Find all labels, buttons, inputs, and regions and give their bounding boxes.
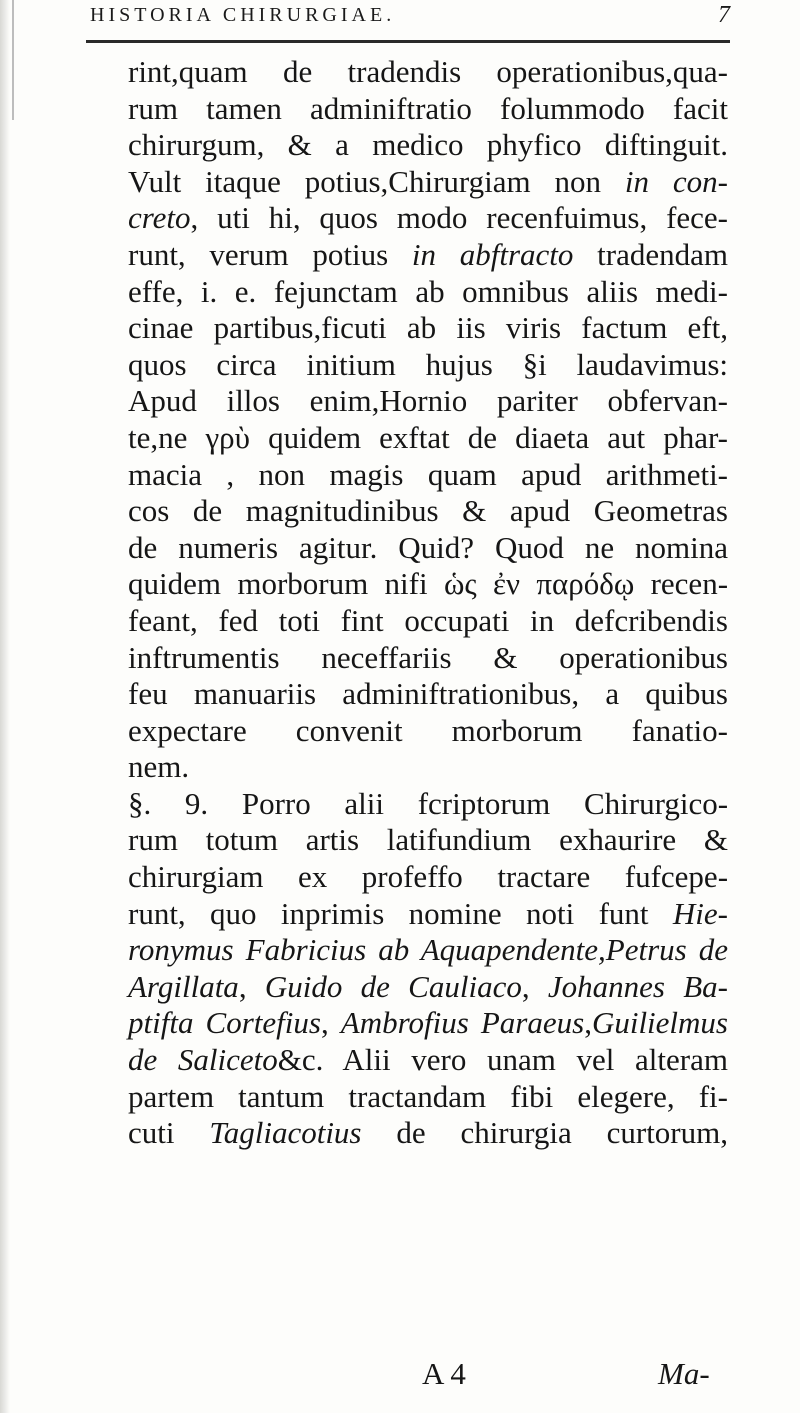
text-run: rum tamen adminiftratio folummodo facit [128, 90, 728, 126]
text-line [128, 274, 728, 311]
text-line [128, 530, 728, 567]
text-line [128, 786, 728, 823]
text-line [128, 822, 728, 859]
text-run: , [238, 968, 265, 1004]
page-edge-line [12, 0, 14, 120]
text-run: &c. Alii vero unam vel alteram [277, 1042, 728, 1078]
text-line [128, 310, 728, 347]
text-line [128, 932, 728, 969]
text-line [128, 969, 728, 1006]
text-run: macia , non magis quam apud arithmeti- [128, 456, 729, 492]
running-title: HISTORIA CHIRURGIAE. [90, 4, 396, 26]
text-line [128, 749, 728, 786]
header-rule [86, 40, 730, 43]
italic-text: in abftracto [411, 236, 574, 272]
text-line [128, 347, 728, 384]
text-line [128, 896, 728, 933]
text-run: feant, fed toti fint occupati in defcribendis [128, 602, 728, 638]
italic-text: Guido de Cauliaco [264, 968, 522, 1004]
italic-text: Ambrofius Paraeus [340, 1005, 585, 1041]
text-run: runt, verum potius [128, 236, 412, 272]
text-run: quos circa initium hujus §i laudavimus: [128, 346, 729, 382]
text-run: Apud illos enim,Hornio pariter obfervan- [128, 383, 728, 419]
text-run: feu manuariis adminiftrationibus, a quibus [128, 676, 728, 712]
text-run: , [521, 968, 548, 1004]
text-line [128, 640, 728, 677]
text-run: cos de magnitudinibus & apud Geometras [128, 493, 728, 529]
body-text [128, 54, 728, 1152]
text-run: , [320, 1005, 341, 1041]
italic-text: Guilielmus [591, 1005, 728, 1041]
page-number: 7 [718, 2, 730, 28]
text-run: partem tantum tractandam fibi elegere, fi- [128, 1078, 728, 1114]
text-run: quidem morborum nifi ὡς ἐν παρόδῳ recen- [128, 566, 729, 602]
text-line [128, 383, 728, 420]
text-line [128, 566, 728, 603]
italic-text: ronymus Fabricius ab Aquapendente,Petrus de [128, 932, 729, 968]
italic-text: Johannes Ba- [547, 968, 728, 1004]
text-run: effe, i. e. fejunctam ab omnibus aliis medi- [128, 273, 728, 309]
text-run: de numeris agitur. Quid? Quod ne nomina [128, 529, 729, 565]
signature-mark: A 4 [422, 1356, 466, 1391]
text-line [128, 54, 728, 91]
text-run: , uti hi, quos modo recenfuimus, fece- [190, 200, 728, 236]
text-run: cinae partibus,ficuti ab iis viris factum eft, [128, 310, 728, 346]
italic-text: Tagliacotius [209, 1115, 362, 1151]
text-run: de chirurgia curtorum, [361, 1115, 728, 1151]
italic-text: de Saliceto [128, 1042, 278, 1078]
italic-text: ptifta Cortefius [128, 1005, 321, 1041]
running-head [90, 0, 730, 42]
catchword: Ma- [658, 1356, 710, 1391]
page-gutter-shadow [0, 0, 10, 1413]
italic-text: in con- [624, 163, 728, 199]
text-run: runt, quo inprimis nomine noti funt [128, 895, 673, 931]
text-line [128, 127, 728, 164]
text-run: chirurgiam ex profeffo tractare fufcepe- [128, 859, 729, 895]
text-line [128, 1115, 728, 1152]
text-run: rint,quam de tradendis operationibus,qua- [128, 54, 729, 89]
text-line [128, 237, 728, 274]
text-run: nem. [128, 749, 190, 785]
text-line [128, 91, 728, 128]
text-run: §. 9. Porro alii fcriptorum Chirurgico- [128, 785, 729, 821]
text-run: chirurgum, & a medico phyfico diftinguit. [128, 127, 728, 163]
text-run: cuti [128, 1115, 210, 1151]
text-run: rum totum artis latifundium exhaurire & [128, 822, 728, 858]
text-run: te,ne γρὺ quidem exftat de diaeta aut phar- [128, 419, 729, 455]
text-run: , [584, 1005, 592, 1041]
text-line [128, 164, 728, 201]
italic-text: creto [128, 200, 191, 236]
italic-text: Argillata [128, 968, 239, 1004]
text-run: inftrumentis neceffariis & operationibus [128, 639, 728, 675]
text-line [128, 457, 728, 494]
text-line [128, 1042, 728, 1079]
text-line [128, 493, 728, 530]
text-line [128, 713, 728, 750]
text-line [128, 603, 728, 640]
text-run: expectare convenit morborum fanatio- [128, 712, 728, 748]
text-run: tradendam [573, 236, 728, 272]
text-line [128, 1005, 728, 1042]
text-line [128, 420, 728, 457]
text-line [128, 859, 728, 896]
text-line [128, 1079, 728, 1116]
text-run: Vult itaque potius,Chirurgiam non [128, 163, 625, 199]
italic-text: Hie- [672, 895, 728, 931]
text-line [128, 200, 728, 237]
text-line [128, 676, 728, 713]
